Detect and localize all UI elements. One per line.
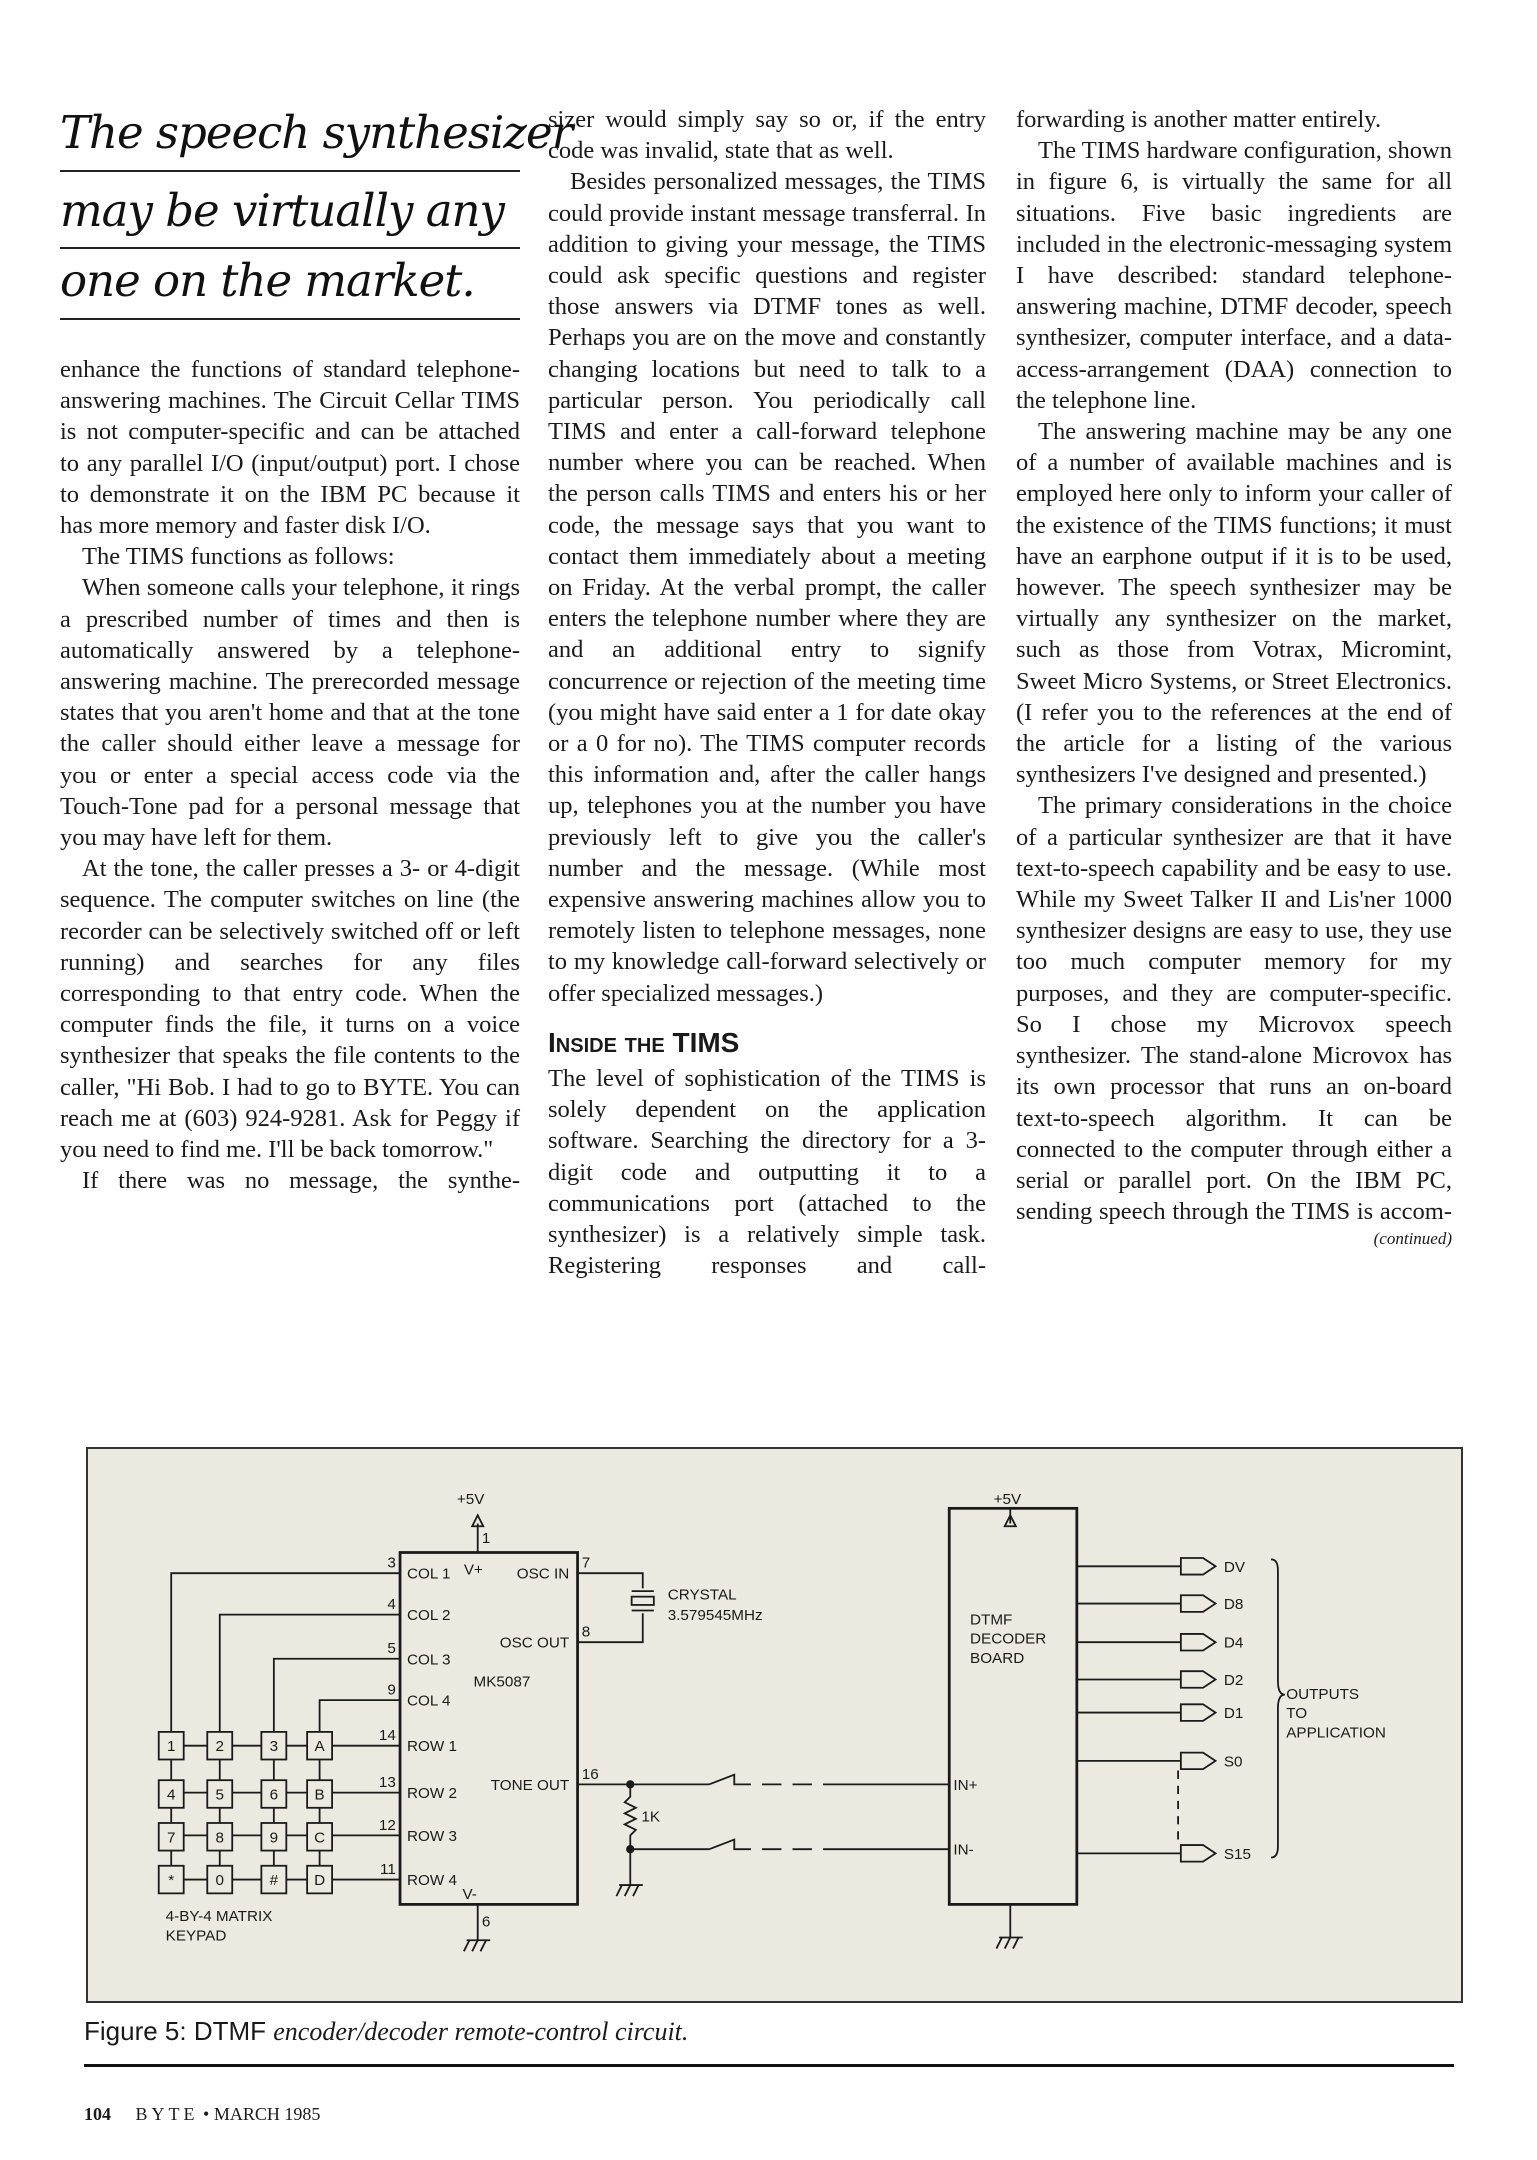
keypad-key: [307, 1732, 332, 1760]
ground-icon: [996, 1938, 1022, 1949]
keypad-key: [261, 1823, 286, 1851]
pull-quote-line: may be virtually any: [60, 184, 504, 237]
outputs-label: TO: [1286, 1705, 1308, 1723]
crystal-freq: 3.579545MHz: [667, 1607, 763, 1625]
keypad: [159, 1732, 332, 1893]
brace: [1271, 1559, 1285, 1857]
pin-label: OSC OUT: [499, 1634, 570, 1652]
crystal-label: CRYSTAL: [667, 1586, 737, 1604]
column-3: [1016, 104, 1452, 1251]
pin-number: 3: [387, 1554, 396, 1572]
pin-label: ROW 3: [406, 1827, 457, 1845]
resistor-label: 1K: [641, 1808, 661, 1826]
vplus-label: V+: [463, 1561, 483, 1579]
keypad-key: [159, 1823, 184, 1851]
issue-date: MARCH 1985: [213, 2104, 321, 2124]
keypad-key: [261, 1866, 286, 1894]
key-label: 7: [166, 1829, 176, 1847]
key-label: 3: [269, 1738, 279, 1756]
figure-caption: [84, 2016, 688, 2047]
column-2: [548, 104, 986, 1281]
pin-label: ROW 2: [406, 1785, 457, 1803]
pin-label: ROW 1: [406, 1738, 457, 1756]
circuit-diagram: [88, 1449, 1461, 2001]
output-buffer: [1077, 1671, 1243, 1689]
key-label: D: [314, 1872, 326, 1890]
paragraph: The answering machine may be any one of a number of available machines and is employed here only to inform your caller of the existence of the TIMS functions; it must have an earphone output if it is to be used, however. The speech synthesizer may be virtually any synthesizer on the market, such as those from Votrax, Micromint, Sweet Micro Systems, or Street Electronics. (I refer you to the references at the end of the article for a listing of the various synthesizers I've designed and presented.): [1016, 418, 1452, 789]
circuit-figure: [86, 1447, 1463, 2003]
keypad-key: [207, 1732, 232, 1760]
keypad-key: [307, 1866, 332, 1894]
paragraph: Besides personalized messages, the TIMS could provide instant message transferral. In addition to giving your message, the TIMS could ask specific questions and register those answers via DTMF tones as well. Perhaps you are on the move and constantly changing locations but need to talk to a particular person. You periodically call TIMS and enter a call-forward telephone number where you can be reached. When the person calls TIMS and enters his or her code, the message says that you want to contact them immediately about a meeting on Friday. At the verbal prompt, the caller enters the telephone number where they are and an additional entry to signify concurrence or rejection of the meeting time (you might have said enter a 1 for date okay or a 0 for no). The TIMS computer records this information and, after the caller hangs up, telephones you at the number you have previously left to give you the caller's number and the message. (While most expensive answering machines allow you to remotely listen to telephone messages, none to my knowledge call-forward selectively or offer specialized messages.): [548, 168, 986, 1007]
key-label: #: [269, 1872, 279, 1890]
pin-label: COL 4: [406, 1692, 451, 1710]
output-label: S0: [1223, 1753, 1243, 1771]
pin-number: 12: [378, 1816, 396, 1834]
caption-text: encoder/decoder remote-control circuit.: [273, 2017, 689, 2046]
pin-label: ROW 4: [406, 1872, 457, 1890]
output-label: D1: [1223, 1705, 1244, 1723]
keypad-key: [307, 1780, 332, 1808]
pin-number: 9: [387, 1681, 396, 1699]
buffer-icon: [1181, 1753, 1216, 1770]
output-buffer: [1077, 1558, 1246, 1576]
ground-icon: [616, 1885, 642, 1896]
page-footer: [84, 2104, 320, 2125]
key-label: *: [168, 1872, 175, 1890]
keypad-key: [207, 1780, 232, 1808]
pull-quote-line: one on the market.: [60, 254, 475, 307]
output-label: DV: [1223, 1558, 1246, 1576]
buffer-icon: [1181, 1704, 1216, 1721]
paragraph: The TIMS hardware configuration, shown in figure 6, is virtually the same for all situations. Five basic ingredients are included in the electronic-messaging system I have described: standard telephone-answering machine, DTMF decoder, speech synthesizer, computer interface, and a data-access-arrangement (DAA) connection to the telephone line.: [1016, 137, 1452, 414]
keypad-key: [307, 1823, 332, 1851]
caption-prefix: Figure 5: DTMF: [84, 2016, 267, 2046]
key-label: A: [314, 1738, 325, 1756]
keypad-key: [159, 1780, 184, 1808]
page-number: 104: [84, 2104, 111, 2124]
output-buffer: [1077, 1753, 1243, 1771]
pin-label: COL 1: [406, 1565, 451, 1583]
continued-note: (continued): [1373, 1229, 1452, 1249]
keypad-key: [207, 1866, 232, 1894]
pin-number: 6: [481, 1913, 491, 1931]
key-label: 0: [215, 1872, 224, 1890]
ground-icon: [464, 1940, 490, 1951]
keypad-key: [159, 1866, 184, 1894]
pin-label: COL 2: [406, 1607, 451, 1625]
output-label: S15: [1223, 1845, 1251, 1863]
key-label: 8: [215, 1829, 224, 1847]
output-buffer: [1077, 1634, 1244, 1652]
pull-quote-rule: [60, 247, 520, 249]
decoder-label: DTMF: [970, 1611, 1013, 1629]
buffer-icon: [1181, 1634, 1216, 1651]
paragraph: When someone calls your telephone, it rings a prescribed number of times and then is automatically answered by a telephone-answering machine. The prerecorded message states that you aren't home and that at the tone the caller should either leave a message for you or enter a special access code via the Touch-Tone pad for a personal message that you may have left for them.: [60, 574, 520, 852]
pin-number: 13: [378, 1774, 396, 1792]
key-label: 1: [166, 1738, 176, 1756]
keypad-label: KEYPAD: [165, 1927, 227, 1945]
decoder-label: BOARD: [970, 1649, 1025, 1667]
footer-rule: [84, 2064, 1454, 2067]
keypad-key: [207, 1823, 232, 1851]
pin-number: 5: [387, 1640, 396, 1658]
output-label: D2: [1223, 1672, 1244, 1689]
key-label: 5: [215, 1786, 224, 1804]
key-label: 9: [269, 1829, 279, 1847]
output-buffer: [1077, 1704, 1243, 1722]
buffer-icon: [1181, 1595, 1216, 1612]
buffer-icon: [1181, 1845, 1216, 1862]
pin-number: 14: [378, 1727, 396, 1745]
paragraph: At the tone, the caller presses a 3- or 4-digit sequence. The computer switches on line (the recorder can be selectively switched off or left running) and searches for any files corresponding to that entry code. When the computer finds the file, it turns on a voice synthesizer that speaks the file contents to the caller, "Hi Bob. I had to go to BYTE. You can reach me at (603) 924-9281. Ask for Peggy if you need to find me. I'll be back tomorrow.": [60, 855, 520, 1164]
decoder-outputs: [1077, 1558, 1251, 1863]
decoder-label: DECODER: [970, 1630, 1047, 1648]
outputs-label: OUTPUTS: [1286, 1685, 1360, 1703]
buffer-icon: [1181, 1671, 1216, 1688]
column-1: [60, 354, 520, 1196]
key-label: 6: [269, 1786, 279, 1804]
pin-number: 1: [481, 1529, 491, 1547]
pin-number: 16: [581, 1765, 599, 1783]
resistor-icon: [625, 1784, 636, 1849]
magazine-name: BYTE: [135, 2104, 199, 2124]
supply-label: +5V: [456, 1491, 485, 1509]
output-label: D4: [1223, 1634, 1244, 1652]
section-heading: Inside the TIMS: [548, 1026, 740, 1058]
vminus-label: V-: [462, 1885, 477, 1903]
pull-quote-rule: [60, 318, 520, 320]
key-label: B: [314, 1786, 325, 1804]
key-label: C: [314, 1829, 326, 1847]
mk5087-chip: [400, 1553, 578, 1905]
paragraph: If there was no message, the synthe-: [82, 1167, 520, 1195]
output-buffer: [1077, 1595, 1243, 1613]
output-buffer: [1077, 1845, 1251, 1863]
keypad-key: [261, 1732, 286, 1760]
pin-number: 4: [387, 1596, 396, 1614]
keypad-key: [261, 1780, 286, 1808]
pin-number: 11: [380, 1861, 396, 1879]
pull-quote-rule: [60, 170, 520, 172]
output-label: D8: [1223, 1596, 1244, 1614]
key-label: 2: [215, 1738, 224, 1756]
pin-label: COL 3: [406, 1651, 451, 1669]
separator: •: [203, 2104, 210, 2124]
pin-label: OSC IN: [516, 1565, 570, 1583]
paragraph: sizer would simply say so or, if the entry code was invalid, state that as well.: [548, 106, 986, 165]
keypad-label: 4-BY-4 MATRIX: [165, 1907, 273, 1925]
chip-name: MK5087: [473, 1673, 531, 1691]
buffer-icon: [1181, 1558, 1216, 1575]
paragraph: The level of sophistication of the TIMS is solely dependent on the application software. Searching the directory for a 3-digit code and outputting it to a communications port (attached to the synthesizer) is a relatively simple task. Registering responses and call-: [548, 1064, 986, 1280]
paragraph: enhance the functions of standard telephone-answering machines. The Circuit Cellar TIMS is not computer-specific and can be attached to any parallel I/O (input/output) port. I chose to demonstrate it on the IBM PC because it has more memory and faster disk I/O.: [60, 356, 520, 540]
pin-number: 7: [581, 1554, 591, 1572]
key-label: 4: [166, 1786, 176, 1804]
in-minus-label: IN-: [953, 1841, 974, 1859]
supply-label: +5V: [993, 1491, 1022, 1509]
chip-pins: [379, 1555, 599, 1889]
keypad-key: [159, 1732, 184, 1760]
outputs-label: APPLICATION: [1286, 1724, 1386, 1742]
in-plus-label: IN+: [953, 1776, 978, 1794]
paragraph: The TIMS functions as follows:: [82, 543, 395, 571]
pin-label: TONE OUT: [490, 1776, 570, 1794]
paragraph: The primary considerations in the choice of a particular synthesizer are that it have text-to-speech capability and be easy to use. While my Sweet Talker II and Lis'ner 1000 synthesizer designs are easy to use, they use too much computer memory for my purposes, and they are computer-specific. So I chose my Microvox speech synthesizer. The stand-alone Microvox has its own processor that runs an on-board text-to-speech algorithm. It can be connected to the computer through either a serial or parallel port. On the IBM PC, sending speech through the TIMS is accom-: [1016, 792, 1452, 1226]
pin-number: 8: [581, 1623, 591, 1641]
paragraph: forwarding is another matter entirely.: [1016, 106, 1382, 133]
pull-quote-line: The speech synthesizer: [60, 106, 573, 159]
